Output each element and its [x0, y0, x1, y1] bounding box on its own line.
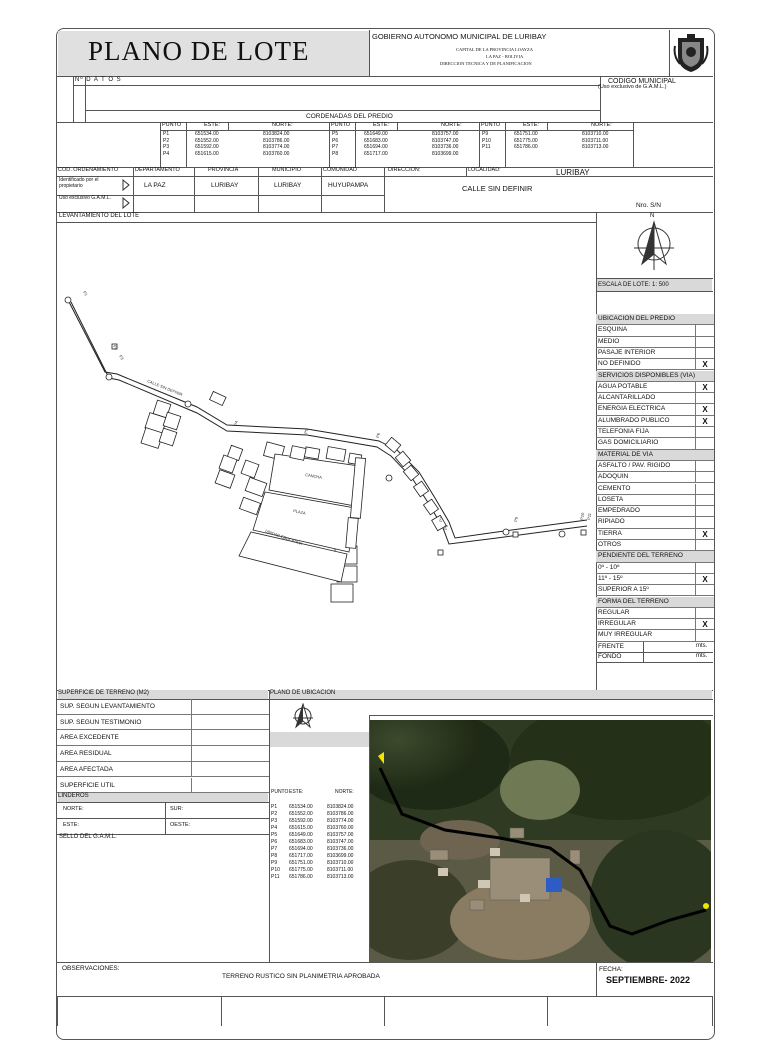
attr-section-material: MATERIAL DE VIA	[596, 450, 714, 461]
attr-label: MUY IRREGULAR	[598, 631, 653, 639]
codigo-label: CODIGO MUNICIPAL	[608, 78, 676, 85]
coords-col-header: NORTE:	[441, 122, 462, 128]
coords-cell: 651649.00	[364, 131, 388, 137]
attr-row	[596, 472, 714, 483]
mini-cell: P8	[271, 853, 278, 859]
departamento-value: LA PAZ	[144, 182, 166, 189]
mini-cell: 8103760.00	[327, 825, 354, 831]
coords-cell: P2	[163, 137, 170, 144]
attr-label: OTROS	[598, 541, 622, 548]
attr-label: 11º - 15º	[598, 574, 623, 582]
mini-cell: 8103736.00	[327, 846, 354, 852]
mini-cell: 651694.00	[289, 846, 313, 852]
point-label-p6: P6	[375, 432, 381, 439]
attr-checkbox[interactable]	[695, 630, 714, 640]
building-label-2: PLAZA	[292, 508, 307, 516]
attr-checkbox[interactable]	[695, 325, 714, 335]
location-header-cell: COD. ORDENAMIENTO	[58, 167, 119, 173]
coords-title: CORDENADAS DEL PREDIO	[306, 113, 393, 120]
attr-checkbox[interactable]: X	[695, 574, 714, 584]
attr-section-forma: FORMA DEL TERRENO	[596, 597, 714, 608]
coords-col-header: ESTE:	[523, 122, 539, 128]
surface-row	[57, 699, 269, 715]
direccion-value: CALLE SIN DEFINIR	[462, 184, 533, 193]
attr-label: TIERRA	[598, 529, 622, 537]
attr-checkbox[interactable]	[695, 506, 714, 516]
attr-label: ASFALTO / PAV. RIGIDO	[598, 461, 671, 469]
coords-col-header: PUNTO	[331, 122, 351, 128]
linderos-label: LINDEROS	[58, 793, 268, 802]
point-label-p11: P11	[586, 512, 593, 521]
survey-label: LEVANTAMIENTO DEL LOTE	[59, 213, 140, 219]
attr-checkbox[interactable]	[695, 608, 714, 618]
satellite-location-image	[370, 720, 711, 962]
point-label-p4: P4	[233, 420, 239, 427]
coords-cell: 651683.00	[364, 137, 388, 144]
attr-checkbox[interactable]: X	[695, 416, 714, 426]
oeste-label: OESTE:	[170, 822, 191, 828]
municipal-seal-icon	[672, 32, 710, 74]
attr-label: MEDIO	[598, 337, 620, 345]
coords-cell: P1	[163, 131, 170, 137]
chevron-right-icon	[122, 179, 130, 191]
mini-cell: P10	[271, 867, 280, 873]
point-label-p8: P8	[443, 524, 449, 531]
attr-row	[596, 517, 714, 528]
mini-cell: 8103711.00	[327, 867, 354, 873]
mini-cell: 651775.00	[289, 867, 313, 873]
attr-checkbox[interactable]	[695, 393, 714, 403]
mini-col-header: NORTE:	[335, 789, 354, 795]
mini-cell: P2	[271, 811, 278, 817]
coords-cell: 8103736.00	[432, 144, 459, 150]
attr-row	[596, 348, 714, 359]
attr-row	[596, 608, 714, 619]
attr-checkbox[interactable]: X	[695, 359, 714, 369]
attr-label: ALCANTARILLADO	[598, 394, 656, 402]
attr-checkbox[interactable]	[695, 337, 714, 347]
attr-row	[596, 337, 714, 348]
mini-cell: 651649.00	[289, 832, 313, 838]
attr-label: CEMENTO	[598, 484, 631, 492]
coords-cell: 8103757.00	[432, 131, 459, 137]
attr-row	[596, 438, 714, 449]
attr-checkbox[interactable]	[695, 495, 714, 505]
attr-row	[596, 359, 714, 370]
norte-label: NORTE:	[63, 806, 84, 812]
coords-cell: 651717.00	[364, 150, 388, 157]
attr-row	[596, 461, 714, 472]
attr-checkbox[interactable]: X	[695, 619, 714, 629]
location-header-cell: LOCALIDAD:	[468, 167, 501, 173]
building-label-3: UNIDAD EDUCATIVA	[264, 528, 303, 547]
coords-cell: 651751.00	[514, 131, 538, 137]
nro-value: Nro. S/N	[636, 202, 661, 209]
mini-cell: 8103710.00	[327, 860, 354, 866]
mini-cell: 8103824.00	[327, 804, 354, 810]
attr-checkbox[interactable]	[695, 461, 714, 471]
mini-cell: P6	[271, 839, 278, 845]
observaciones-text: TERRENO RUSTICO SIN PLANIMETRIA APROBADA	[222, 973, 380, 980]
coords-cell: P6	[332, 137, 339, 144]
provincia-value: LURIBAY	[211, 182, 239, 189]
mini-cell: P3	[271, 818, 278, 824]
attr-label: ALUMBRADO PUBLICO	[598, 416, 670, 424]
fondo-label: FONDO	[598, 652, 622, 660]
surface-row-label: SUPERFICIE UTIL	[60, 781, 115, 789]
attr-label: 0º - 10º	[598, 563, 620, 571]
location-header-cell: PROVINCIA	[208, 167, 239, 173]
attr-row	[596, 382, 714, 393]
attr-row	[596, 585, 714, 596]
surface-row-label: SUP. SEGUN LEVANTAMIENTO	[60, 703, 155, 710]
este-label: ESTE:	[63, 822, 79, 828]
attr-row	[596, 563, 714, 574]
attr-row	[596, 427, 714, 438]
fondo-unit: mts.	[696, 652, 708, 659]
attr-row	[596, 495, 714, 506]
mini-cell: 8103747.00	[327, 839, 354, 845]
attr-row	[596, 619, 714, 630]
localidad-value: LURIBAY	[556, 168, 590, 177]
road-edge-upper	[67, 298, 587, 538]
frente-unit: mts.	[696, 642, 708, 649]
attr-row	[596, 393, 714, 404]
mini-cell: P4	[271, 825, 278, 831]
attr-label: ADOQUIN	[598, 473, 629, 481]
coords-cell: 651552.00	[195, 137, 219, 144]
coords-cell: 8103760.00	[263, 150, 290, 157]
mini-cell: P5	[271, 832, 278, 838]
surface-row	[57, 778, 269, 794]
superficie-title: SUPERFICIE DE TERRENO (M2)	[58, 690, 268, 699]
coords-cell: P9	[482, 131, 489, 137]
coords-cell: 8103774.00	[263, 144, 290, 150]
point-label-p10: P10	[579, 512, 586, 521]
coords-cell: 8103699.00	[432, 150, 459, 157]
coords-cell: 651534.00	[195, 131, 219, 137]
location-header-cell: COMUNIDAD	[323, 167, 357, 173]
surface-row	[57, 746, 269, 762]
attr-label: ENERGIA ELECTRICA	[598, 405, 666, 413]
coords-col-header: NORTE:	[272, 122, 293, 128]
surface-row	[57, 730, 269, 746]
mini-col-header: ESTE:	[289, 789, 304, 795]
coords-cell: 8103824.00	[263, 131, 290, 137]
location-header-cell: DEPARTAMENTO	[135, 167, 180, 173]
mini-cell: 8103757.00	[327, 832, 354, 838]
point-label-p9: P9	[513, 516, 519, 523]
coords-cell: 8103786.00	[263, 137, 290, 144]
attr-checkbox[interactable]	[695, 540, 714, 550]
attr-checkbox[interactable]	[695, 427, 714, 437]
surface-row	[57, 762, 269, 778]
coords-col-header: NORTE:	[591, 122, 612, 128]
mini-cell: 8103774.00	[327, 818, 354, 824]
mini-cell: 8103786.00	[327, 811, 354, 817]
attr-label: NO DEFINIDO	[598, 360, 641, 368]
surface-row	[57, 715, 269, 731]
coords-cell: 651786.00	[514, 144, 538, 150]
coords-col-header: ESTE:	[373, 122, 389, 128]
attr-row	[596, 529, 714, 540]
coords-cell: 651615.00	[195, 150, 219, 157]
observaciones-label: OBSERVACIONES:	[62, 965, 120, 972]
mini-cell: 651717.00	[289, 853, 313, 859]
fecha-label: FECHA:	[599, 966, 623, 973]
point-label-p1: P1	[82, 290, 89, 297]
sello-label: SELLO DEL G.A.M.L.	[59, 834, 117, 840]
attr-label: IRREGULAR	[598, 620, 636, 628]
ubicacion-title: PLANO DE UBICACION	[270, 690, 712, 699]
attr-label: TELEFONIA FIJA	[598, 428, 649, 435]
coords-cell: 651775.00	[514, 137, 538, 144]
org-sub1: CAPITAL DE LA PROVINCIA LOAYZA	[456, 47, 534, 52]
attr-row	[596, 506, 714, 517]
attr-checkbox[interactable]	[695, 563, 714, 573]
attr-checkbox[interactable]	[695, 348, 714, 358]
surface-row-label: AREA RESIDUAL	[60, 750, 112, 758]
coords-cell: P10	[482, 137, 491, 144]
survey-drawing	[57, 222, 596, 690]
coords-cell: 8103713.00	[582, 144, 609, 150]
attr-label: AGUA POTABLE	[598, 382, 648, 390]
attr-row	[596, 630, 714, 641]
attr-label: EMPEDRADO	[598, 507, 640, 515]
attr-label: REGULAR	[598, 608, 630, 616]
attr-section-servicios: SERVICIOS DISPONIBLES (VIA)	[596, 371, 714, 382]
mini-cell: P1	[271, 804, 278, 810]
attr-label: GAS DOMICILIARIO	[598, 439, 659, 447]
org-sub3: DIRECCION TECNICA Y DE PLANIFICACION	[440, 61, 532, 66]
mini-cell: 651786.00	[289, 874, 313, 880]
frente-label: FRENTE	[598, 642, 624, 650]
attr-label: LOSETA	[598, 495, 624, 503]
coords-col-header: PUNTO	[481, 122, 501, 128]
attr-section-pendiente: PENDIENTE DEL TERRENO	[596, 551, 714, 562]
north-arrow-small-icon	[290, 703, 316, 729]
point-label-p7: P7	[438, 516, 444, 523]
attr-row	[596, 416, 714, 427]
mini-col-header: PUNTO	[271, 789, 289, 795]
coords-cell: P11	[482, 144, 491, 150]
scale-label: ESCALA DE LOTE: 1: 500	[597, 279, 712, 291]
attr-label: ESQUINA	[598, 326, 628, 334]
gaml-use-label: Uso exclusivo G.A.M.L.	[59, 195, 111, 201]
fecha-value: SEPTIEMBRE- 2022	[606, 975, 691, 985]
attr-checkbox[interactable]	[695, 484, 714, 494]
attr-label: SUPERIOR A 15º	[598, 586, 649, 594]
surface-row-label: AREA EXCEDENTE	[60, 734, 119, 742]
mini-cell: 651683.00	[289, 839, 313, 845]
attr-row	[596, 325, 714, 336]
attr-checkbox[interactable]	[695, 438, 714, 448]
mini-cell: 8103699.00	[327, 853, 354, 859]
coords-cell: 651694.00	[364, 144, 388, 150]
attr-row	[596, 540, 714, 551]
sur-label: SUR:	[170, 806, 184, 812]
coords-col-header: PUNTO	[162, 122, 182, 128]
attr-row	[596, 404, 714, 415]
attr-label: RIPIADO	[598, 518, 625, 526]
attr-checkbox[interactable]: X	[695, 382, 714, 392]
coords-cell: P5	[332, 131, 339, 137]
mini-cell: 8103713.00	[327, 874, 354, 880]
attr-checkbox[interactable]	[695, 472, 714, 482]
attr-label: PASAJE INTERIOR	[598, 348, 656, 356]
comunidad-value: HUYUPAMPA	[328, 182, 369, 189]
attr-checkbox[interactable]: X	[695, 529, 714, 539]
mini-cell: 651552.00	[289, 811, 313, 817]
coords-cell: 8103711.00	[582, 137, 609, 144]
building-label-1: CANCHA	[304, 472, 323, 480]
location-header-cell: MUNICIPIO	[272, 167, 302, 173]
datos-label: Nº D A T O S	[75, 77, 122, 83]
coords-cell: P4	[163, 150, 170, 157]
point-label-p5: P5	[303, 428, 309, 435]
road-label: CALLE SIN DEFINIR	[146, 378, 184, 398]
point-label-p3: P3	[118, 354, 125, 361]
mini-cell: 651615.00	[289, 825, 313, 831]
org-name: GOBIERNO AUTONOMO MUNICIPAL DE LURIBAY	[372, 32, 547, 41]
mini-cell: P11	[271, 874, 280, 880]
coords-cell: 8103747.00	[432, 137, 459, 144]
mini-cell: P7	[271, 846, 278, 852]
mini-cell: 651751.00	[289, 860, 313, 866]
attr-section-ubicacion: UBICACION DEL PREDIO	[596, 314, 714, 325]
mini-cell: 651592.00	[289, 818, 313, 824]
municipio-value: LURIBAY	[274, 182, 302, 189]
point-label-p2: P2	[112, 344, 119, 351]
attr-checkbox[interactable]	[695, 517, 714, 527]
attr-checkbox[interactable]: X	[695, 404, 714, 414]
attr-row	[596, 574, 714, 585]
coords-col-header: ESTE:	[204, 122, 220, 128]
coords-cell: P8	[332, 150, 339, 157]
page-title: PLANO DE LOTE	[88, 36, 310, 66]
gray-band	[270, 732, 369, 747]
chevron-right-icon	[122, 197, 130, 209]
location-header-cell: DIRECCION:	[388, 167, 421, 173]
mini-cell: P9	[271, 860, 278, 866]
mini-cell: 651534.00	[289, 804, 313, 810]
coords-cell: P7	[332, 144, 339, 150]
codigo-note: (Uso exclusivo de G.A.M.L.)	[598, 84, 667, 90]
surface-row-label: AREA AFECTADA	[60, 765, 113, 773]
identified-label: Identificado por el propietario	[59, 177, 99, 189]
attr-row	[596, 484, 714, 495]
coords-cell: 8103710.00	[582, 131, 609, 137]
surface-row-label: SUP. SEGUN TESTIMONIO	[60, 718, 142, 726]
coords-cell: P3	[163, 144, 170, 150]
attr-checkbox[interactable]	[695, 585, 714, 595]
org-sub2: LA PAZ - BOLIVIA	[486, 54, 524, 59]
coords-cell: 651592.00	[195, 144, 219, 150]
